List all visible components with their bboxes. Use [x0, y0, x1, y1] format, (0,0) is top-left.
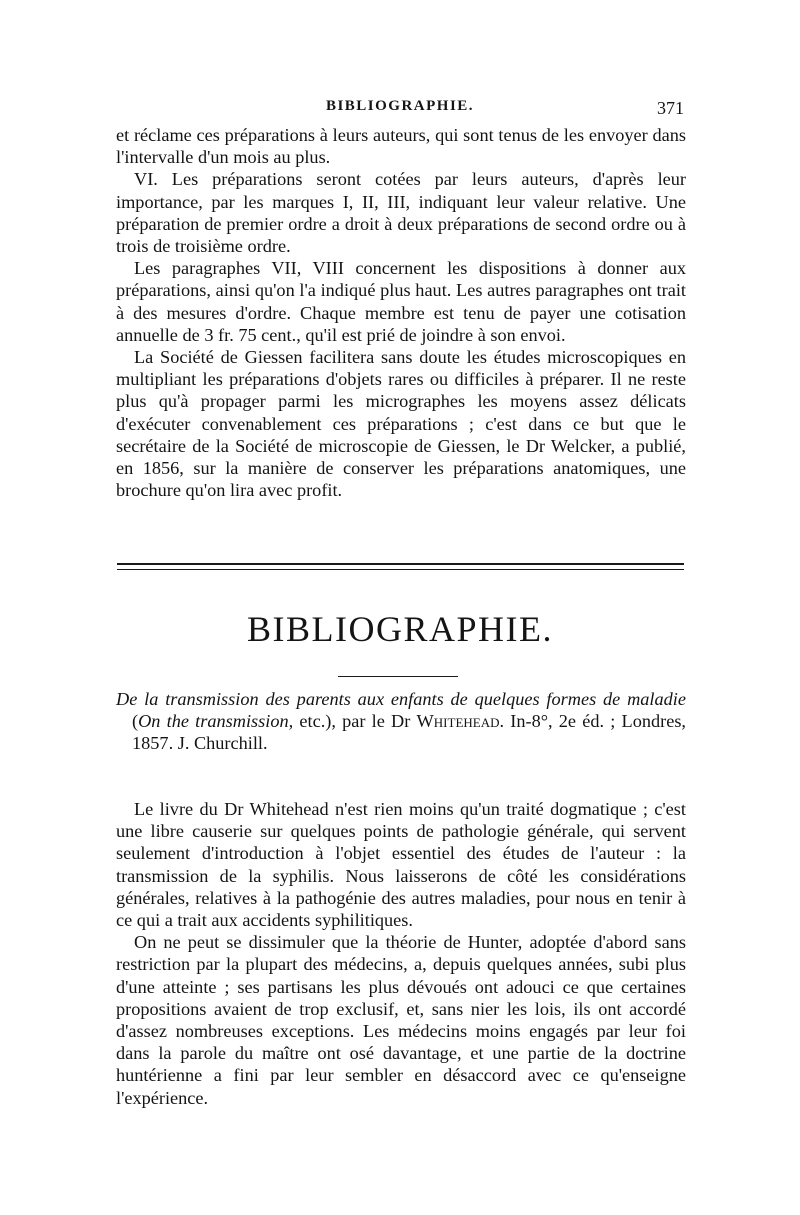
continued-text	[116, 124, 686, 501]
paragraph-2: VI. Les préparations seront cotées par leurs auteurs, d'après leur importance, par les marques I, II, III, indiquant leur valeur relative. Une préparation de premier ordre a droit à deux préparations de second ordre ou à trois de troisième ordre.	[116, 169, 686, 257]
title-underline	[338, 676, 458, 677]
review-text	[116, 798, 686, 1109]
review-paragraph-1: Le livre du Dr Whitehead n'est rien moins qu'un traité dogmatique ; c'est une libre causerie sur quelques points de pathologie générale, qui servent seulement d'introduction à l'objet essentiel des études de l'auteur : la transmission de la syphilis. Nous laisserons de côté les considérations générales, relatives à la pathogénie des autres maladies, pour nous en tenir à ce qui a trait aux accidents syphilitiques.	[116, 799, 686, 931]
paragraph-4: La Société de Giessen facilitera sans doute les études microscopiques en multipliant les préparations d'objets rares ou difficiles à préparer. Il ne reste plus qu'à propager parmi les micrographes les moyens assez délicats d'exécuter convenablement ces préparations ; c'est dans ce but que le secrétaire de la Société de microscopie de Giessen, le Dr Welcker, a publié, en 1856, sur la manière de conserver les préparations anatomiques, une brochure qu'on lira avec profit.	[116, 347, 686, 501]
book-citation: De la transmission des parents aux enfants de quelques formes de maladie (On the transmission, etc.), par le Dr Whitehead. In-8°, 2e éd. ; Londres, 1857. J. Churchill.	[116, 689, 686, 754]
paragraph-1: et réclame ces préparations à leurs auteurs, qui sont tenus de les envoyer dans l'intervalle d'un mois au plus.	[116, 125, 686, 168]
section-divider	[117, 563, 684, 570]
running-head: BIBLIOGRAPHIE.	[325, 98, 475, 114]
page-number: 371	[657, 98, 684, 118]
section-title: BIBLIOGRAPHIE.	[247, 609, 553, 649]
paragraph-3: Les paragraphes VII, VIII concernent les dispositions à donner aux préparations, ainsi qu'on l'a indiqué plus haut. Les autres paragraphes ont trait à des mesures d'ordre. Chaque membre est tenu de payer une cotisation annuelle de 3 fr. 75 cent., qu'il est prié de joindre à son envoi.	[116, 258, 686, 345]
book-original-title: On the transmission,	[138, 711, 294, 732]
book-details-post: In-8°, 2e éd. ; Londres, 1857. J. Churchill.	[132, 711, 686, 754]
book-entry	[116, 688, 686, 755]
book-details-pre: etc.), par le Dr	[299, 711, 411, 732]
book-title: De la transmission des parents aux enfants de quelques formes de maladie	[116, 689, 686, 709]
page-header	[116, 98, 684, 120]
book-author: Whitehead.	[416, 711, 505, 732]
review-paragraph-2: On ne peut se dissimuler que la théorie de Hunter, adoptée d'abord sans restriction par la plupart des médecins, a, depuis quelques années, subi plus d'une atteinte ; ses partisans les plus dévoués ont adouci ce que certaines propositions avaient de trop exclusif, et, sans nier les lois, ils ont accordé d'assez nombreuses exceptions. Les médecins moins engagés par leur foi dans la parole du maître ont osé davantage, et une partie de la doctrine huntérienne a fini par leur sembler en désaccord avec ce qu'enseigne l'expérience.	[116, 932, 686, 1108]
